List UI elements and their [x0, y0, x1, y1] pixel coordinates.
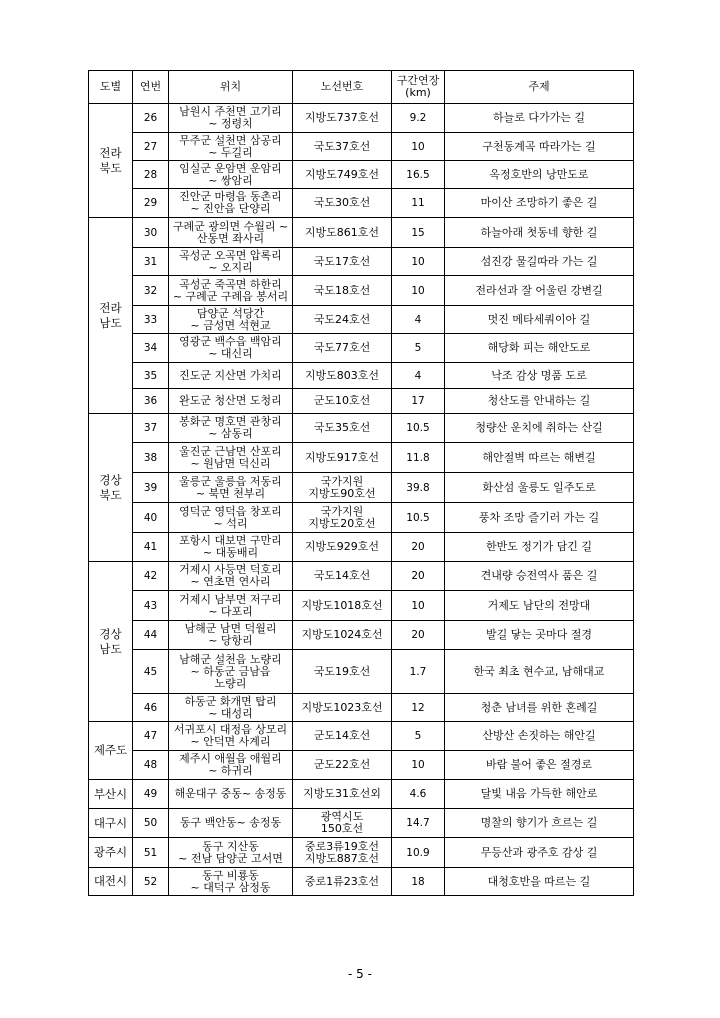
theme-cell: 섬진강 물길따라 가는 길 — [445, 248, 634, 276]
length-cell: 12 — [392, 694, 445, 722]
theme-cell: 한국 최초 현수교, 남해대교 — [445, 650, 634, 694]
location-cell: 영덕군 영덕읍 창포리 ~ 석리 — [169, 503, 293, 533]
theme-cell: 바람 불어 좋은 절경로 — [445, 751, 634, 780]
route-cell: 국도37호선 — [293, 133, 392, 161]
length-cell: 10.9 — [392, 838, 445, 868]
length-cell: 10 — [392, 591, 445, 621]
row-number-cell: 32 — [133, 276, 169, 306]
theme-cell: 달빛 내음 가득한 해안로 — [445, 780, 634, 809]
table-row — [89, 503, 634, 533]
length-cell: 5 — [392, 334, 445, 363]
theme-cell: 마이산 조망하기 좋은 길 — [445, 189, 634, 218]
length-cell: 4.6 — [392, 780, 445, 809]
table-row — [89, 248, 634, 276]
location-cell: 남해군 남면 덕월리 ~ 당항리 — [169, 621, 293, 650]
table-row — [89, 722, 634, 751]
table-row — [89, 104, 634, 133]
theme-cell: 하늘로 다가가는 길 — [445, 104, 634, 133]
route-cell: 지방도1018호선 — [293, 591, 392, 621]
length-cell: 10 — [392, 133, 445, 161]
length-cell: 10 — [392, 276, 445, 306]
table-row — [89, 838, 634, 868]
row-number-cell: 29 — [133, 189, 169, 218]
length-cell: 9.2 — [392, 104, 445, 133]
location-cell: 곡성군 오곡면 압록리 ~ 오지리 — [169, 248, 293, 276]
row-number-cell: 44 — [133, 621, 169, 650]
theme-cell: 구천동계곡 따라가는 길 — [445, 133, 634, 161]
theme-cell: 하늘아래 첫동네 향한 길 — [445, 218, 634, 248]
route-cell: 국도18호선 — [293, 276, 392, 306]
location-cell: 완도군 청산면 도청리 — [169, 389, 293, 414]
theme-cell: 청산도를 안내하는 길 — [445, 389, 634, 414]
length-cell: 15 — [392, 218, 445, 248]
table-body — [89, 104, 634, 896]
region-cell: 대전시 — [89, 868, 133, 896]
theme-cell: 산방산 손짓하는 해안길 — [445, 722, 634, 751]
location-cell: 진안군 마령읍 동촌리 ~ 진안읍 단양리 — [169, 189, 293, 218]
length-cell: 10 — [392, 751, 445, 780]
location-cell: 진도군 지산면 가치리 — [169, 363, 293, 389]
route-cell: 지방도31호선외 — [293, 780, 392, 809]
theme-cell: 거제도 남단의 전망대 — [445, 591, 634, 621]
route-cell: 국가지원 지방도20호선 — [293, 503, 392, 533]
route-cell: 군도14호선 — [293, 722, 392, 751]
route-cell: 지방도737호선 — [293, 104, 392, 133]
scenic-road-table — [88, 70, 634, 896]
table-row — [89, 868, 634, 896]
route-cell: 국도14호선 — [293, 562, 392, 591]
row-number-cell: 47 — [133, 722, 169, 751]
length-cell: 17 — [392, 389, 445, 414]
table-row — [89, 133, 634, 161]
location-cell: 동구 비룡동 ~ 대덕구 삼정동 — [169, 868, 293, 896]
theme-cell: 견내량 승전역사 품은 길 — [445, 562, 634, 591]
theme-cell: 대청호반을 따르는 길 — [445, 868, 634, 896]
location-cell: 하동군 화개면 탑리 ~ 대성리 — [169, 694, 293, 722]
route-cell: 지방도861호선 — [293, 218, 392, 248]
length-cell: 10 — [392, 248, 445, 276]
row-number-cell: 49 — [133, 780, 169, 809]
row-number-cell: 37 — [133, 414, 169, 443]
row-number-cell: 39 — [133, 473, 169, 503]
route-cell: 국도30호선 — [293, 189, 392, 218]
route-cell: 중로1류23호선 — [293, 868, 392, 896]
location-cell: 봉화군 명호면 관창리 ~ 삼동리 — [169, 414, 293, 443]
row-number-cell: 33 — [133, 306, 169, 334]
row-number-cell: 30 — [133, 218, 169, 248]
table-row — [89, 473, 634, 503]
row-number-cell: 27 — [133, 133, 169, 161]
row-number-cell: 50 — [133, 809, 169, 838]
theme-cell: 무등산과 광주호 감상 길 — [445, 838, 634, 868]
length-cell: 10.5 — [392, 414, 445, 443]
route-cell: 국도19호선 — [293, 650, 392, 694]
row-number-cell: 31 — [133, 248, 169, 276]
route-cell: 광역시도 150호선 — [293, 809, 392, 838]
theme-cell: 풍차 조망 즐기러 가는 길 — [445, 503, 634, 533]
header-route: 노선번호 — [293, 71, 392, 104]
region-cell: 부산시 — [89, 780, 133, 809]
table-row — [89, 591, 634, 621]
table-row — [89, 306, 634, 334]
route-cell: 국도17호선 — [293, 248, 392, 276]
table-row — [89, 562, 634, 591]
theme-cell: 명찰의 향기가 흐르는 길 — [445, 809, 634, 838]
length-cell: 14.7 — [392, 809, 445, 838]
route-cell: 중로3류19호선 지방도887호선 — [293, 838, 392, 868]
route-cell: 군도22호선 — [293, 751, 392, 780]
row-number-cell: 45 — [133, 650, 169, 694]
length-cell: 18 — [392, 868, 445, 896]
length-cell: 5 — [392, 722, 445, 751]
location-cell: 무주군 설천면 삼공리 ~ 두길리 — [169, 133, 293, 161]
row-number-cell: 26 — [133, 104, 169, 133]
location-cell: 거제시 사등면 덕호리 ~ 연초면 연사리 — [169, 562, 293, 591]
route-cell: 지방도917호선 — [293, 443, 392, 473]
header-region: 도별 — [89, 71, 133, 104]
header-theme: 주제 — [445, 71, 634, 104]
location-cell: 곡성군 죽곡면 하한리 ~ 구례군 구례읍 봉서리 — [169, 276, 293, 306]
location-cell: 영광군 백수읍 백암리 ~ 대신리 — [169, 334, 293, 363]
table-row — [89, 694, 634, 722]
row-number-cell: 36 — [133, 389, 169, 414]
header-no: 연번 — [133, 71, 169, 104]
table-row — [89, 650, 634, 694]
row-number-cell: 28 — [133, 161, 169, 189]
row-number-cell: 34 — [133, 334, 169, 363]
length-cell: 20 — [392, 621, 445, 650]
page-number: - 5 - — [348, 967, 372, 981]
row-number-cell: 38 — [133, 443, 169, 473]
route-cell: 국도77호선 — [293, 334, 392, 363]
length-cell: 11.8 — [392, 443, 445, 473]
table-row — [89, 443, 634, 473]
table-row — [89, 414, 634, 443]
row-number-cell: 41 — [133, 533, 169, 562]
route-cell: 지방도803호선 — [293, 363, 392, 389]
theme-cell: 낙조 감상 명품 도로 — [445, 363, 634, 389]
length-cell: 4 — [392, 306, 445, 334]
row-number-cell: 35 — [133, 363, 169, 389]
location-cell: 해운대구 중동~ 송정동 — [169, 780, 293, 809]
length-cell: 4 — [392, 363, 445, 389]
location-cell: 동구 백안동~ 송정동 — [169, 809, 293, 838]
theme-cell: 청춘 남녀를 위한 혼례길 — [445, 694, 634, 722]
table-row — [89, 276, 634, 306]
region-cell: 전라 남도 — [89, 218, 133, 414]
table-row — [89, 218, 634, 248]
theme-cell: 해당화 피는 해안도로 — [445, 334, 634, 363]
row-number-cell: 52 — [133, 868, 169, 896]
region-cell: 전라 북도 — [89, 104, 133, 218]
table-row — [89, 161, 634, 189]
location-cell: 구례군 광의면 수월리 ~ 산동면 좌사리 — [169, 218, 293, 248]
route-cell: 국도24호선 — [293, 306, 392, 334]
location-cell: 제주시 애월읍 애월리 ~ 하귀리 — [169, 751, 293, 780]
route-cell: 지방도749호선 — [293, 161, 392, 189]
length-cell: 39.8 — [392, 473, 445, 503]
length-cell: 11 — [392, 189, 445, 218]
theme-cell: 화산섬 울릉도 일주도로 — [445, 473, 634, 503]
region-cell: 제주도 — [89, 722, 133, 780]
length-cell: 20 — [392, 533, 445, 562]
location-cell: 울릉군 울릉읍 저동리 ~ 북면 천부리 — [169, 473, 293, 503]
location-cell: 동구 지산동 ~ 전남 담양군 고서면 — [169, 838, 293, 868]
theme-cell: 청량산 운치에 취하는 산길 — [445, 414, 634, 443]
table-row — [89, 751, 634, 780]
location-cell: 거제시 남부면 저구리 ~ 다포리 — [169, 591, 293, 621]
region-cell: 경상 남도 — [89, 562, 133, 722]
theme-cell: 옥정호반의 낭만도로 — [445, 161, 634, 189]
route-cell: 국도35호선 — [293, 414, 392, 443]
row-number-cell: 42 — [133, 562, 169, 591]
length-cell: 1.7 — [392, 650, 445, 694]
table-row — [89, 621, 634, 650]
route-cell: 국가지원 지방도90호선 — [293, 473, 392, 503]
header-location: 위치 — [169, 71, 293, 104]
location-cell: 서귀포시 대정읍 상모리 ~ 안덕면 사계리 — [169, 722, 293, 751]
route-cell: 지방도1023호선 — [293, 694, 392, 722]
region-cell: 경상 북도 — [89, 414, 133, 562]
table-row — [89, 809, 634, 838]
row-number-cell: 40 — [133, 503, 169, 533]
theme-cell: 전라선과 잘 어울린 강변길 — [445, 276, 634, 306]
theme-cell: 한반도 정기가 담긴 길 — [445, 533, 634, 562]
table-row — [89, 780, 634, 809]
theme-cell: 멋진 메타세쿼이아 길 — [445, 306, 634, 334]
route-cell: 지방도1024호선 — [293, 621, 392, 650]
row-number-cell: 43 — [133, 591, 169, 621]
table-row — [89, 189, 634, 218]
location-cell: 담양군 석당간 ~ 금성면 석현교 — [169, 306, 293, 334]
location-cell: 포항시 대보면 구만리 ~ 대동배리 — [169, 533, 293, 562]
length-cell: 20 — [392, 562, 445, 591]
theme-cell: 해안절벽 따르는 해변길 — [445, 443, 634, 473]
row-number-cell: 48 — [133, 751, 169, 780]
route-cell: 군도10호선 — [293, 389, 392, 414]
row-number-cell: 46 — [133, 694, 169, 722]
table-row — [89, 533, 634, 562]
table-row — [89, 389, 634, 414]
table-row — [89, 334, 634, 363]
location-cell: 울진군 근남면 산포리 ~ 원남면 덕신리 — [169, 443, 293, 473]
row-number-cell: 51 — [133, 838, 169, 868]
length-cell: 16.5 — [392, 161, 445, 189]
region-cell: 대구시 — [89, 809, 133, 838]
route-cell: 지방도929호선 — [293, 533, 392, 562]
table-row — [89, 363, 634, 389]
theme-cell: 발길 닿는 곳마다 절경 — [445, 621, 634, 650]
region-cell: 광주시 — [89, 838, 133, 868]
header-length: 구간연장 (km) — [392, 71, 445, 104]
length-cell: 10.5 — [392, 503, 445, 533]
location-cell: 남해군 설천읍 노량리 ~ 하동군 금남읍 노량리 — [169, 650, 293, 694]
header-row — [89, 71, 634, 104]
location-cell: 임실군 운암면 운암리 ~ 쌍암리 — [169, 161, 293, 189]
location-cell: 남원시 주천면 고기리 ~ 정령치 — [169, 104, 293, 133]
